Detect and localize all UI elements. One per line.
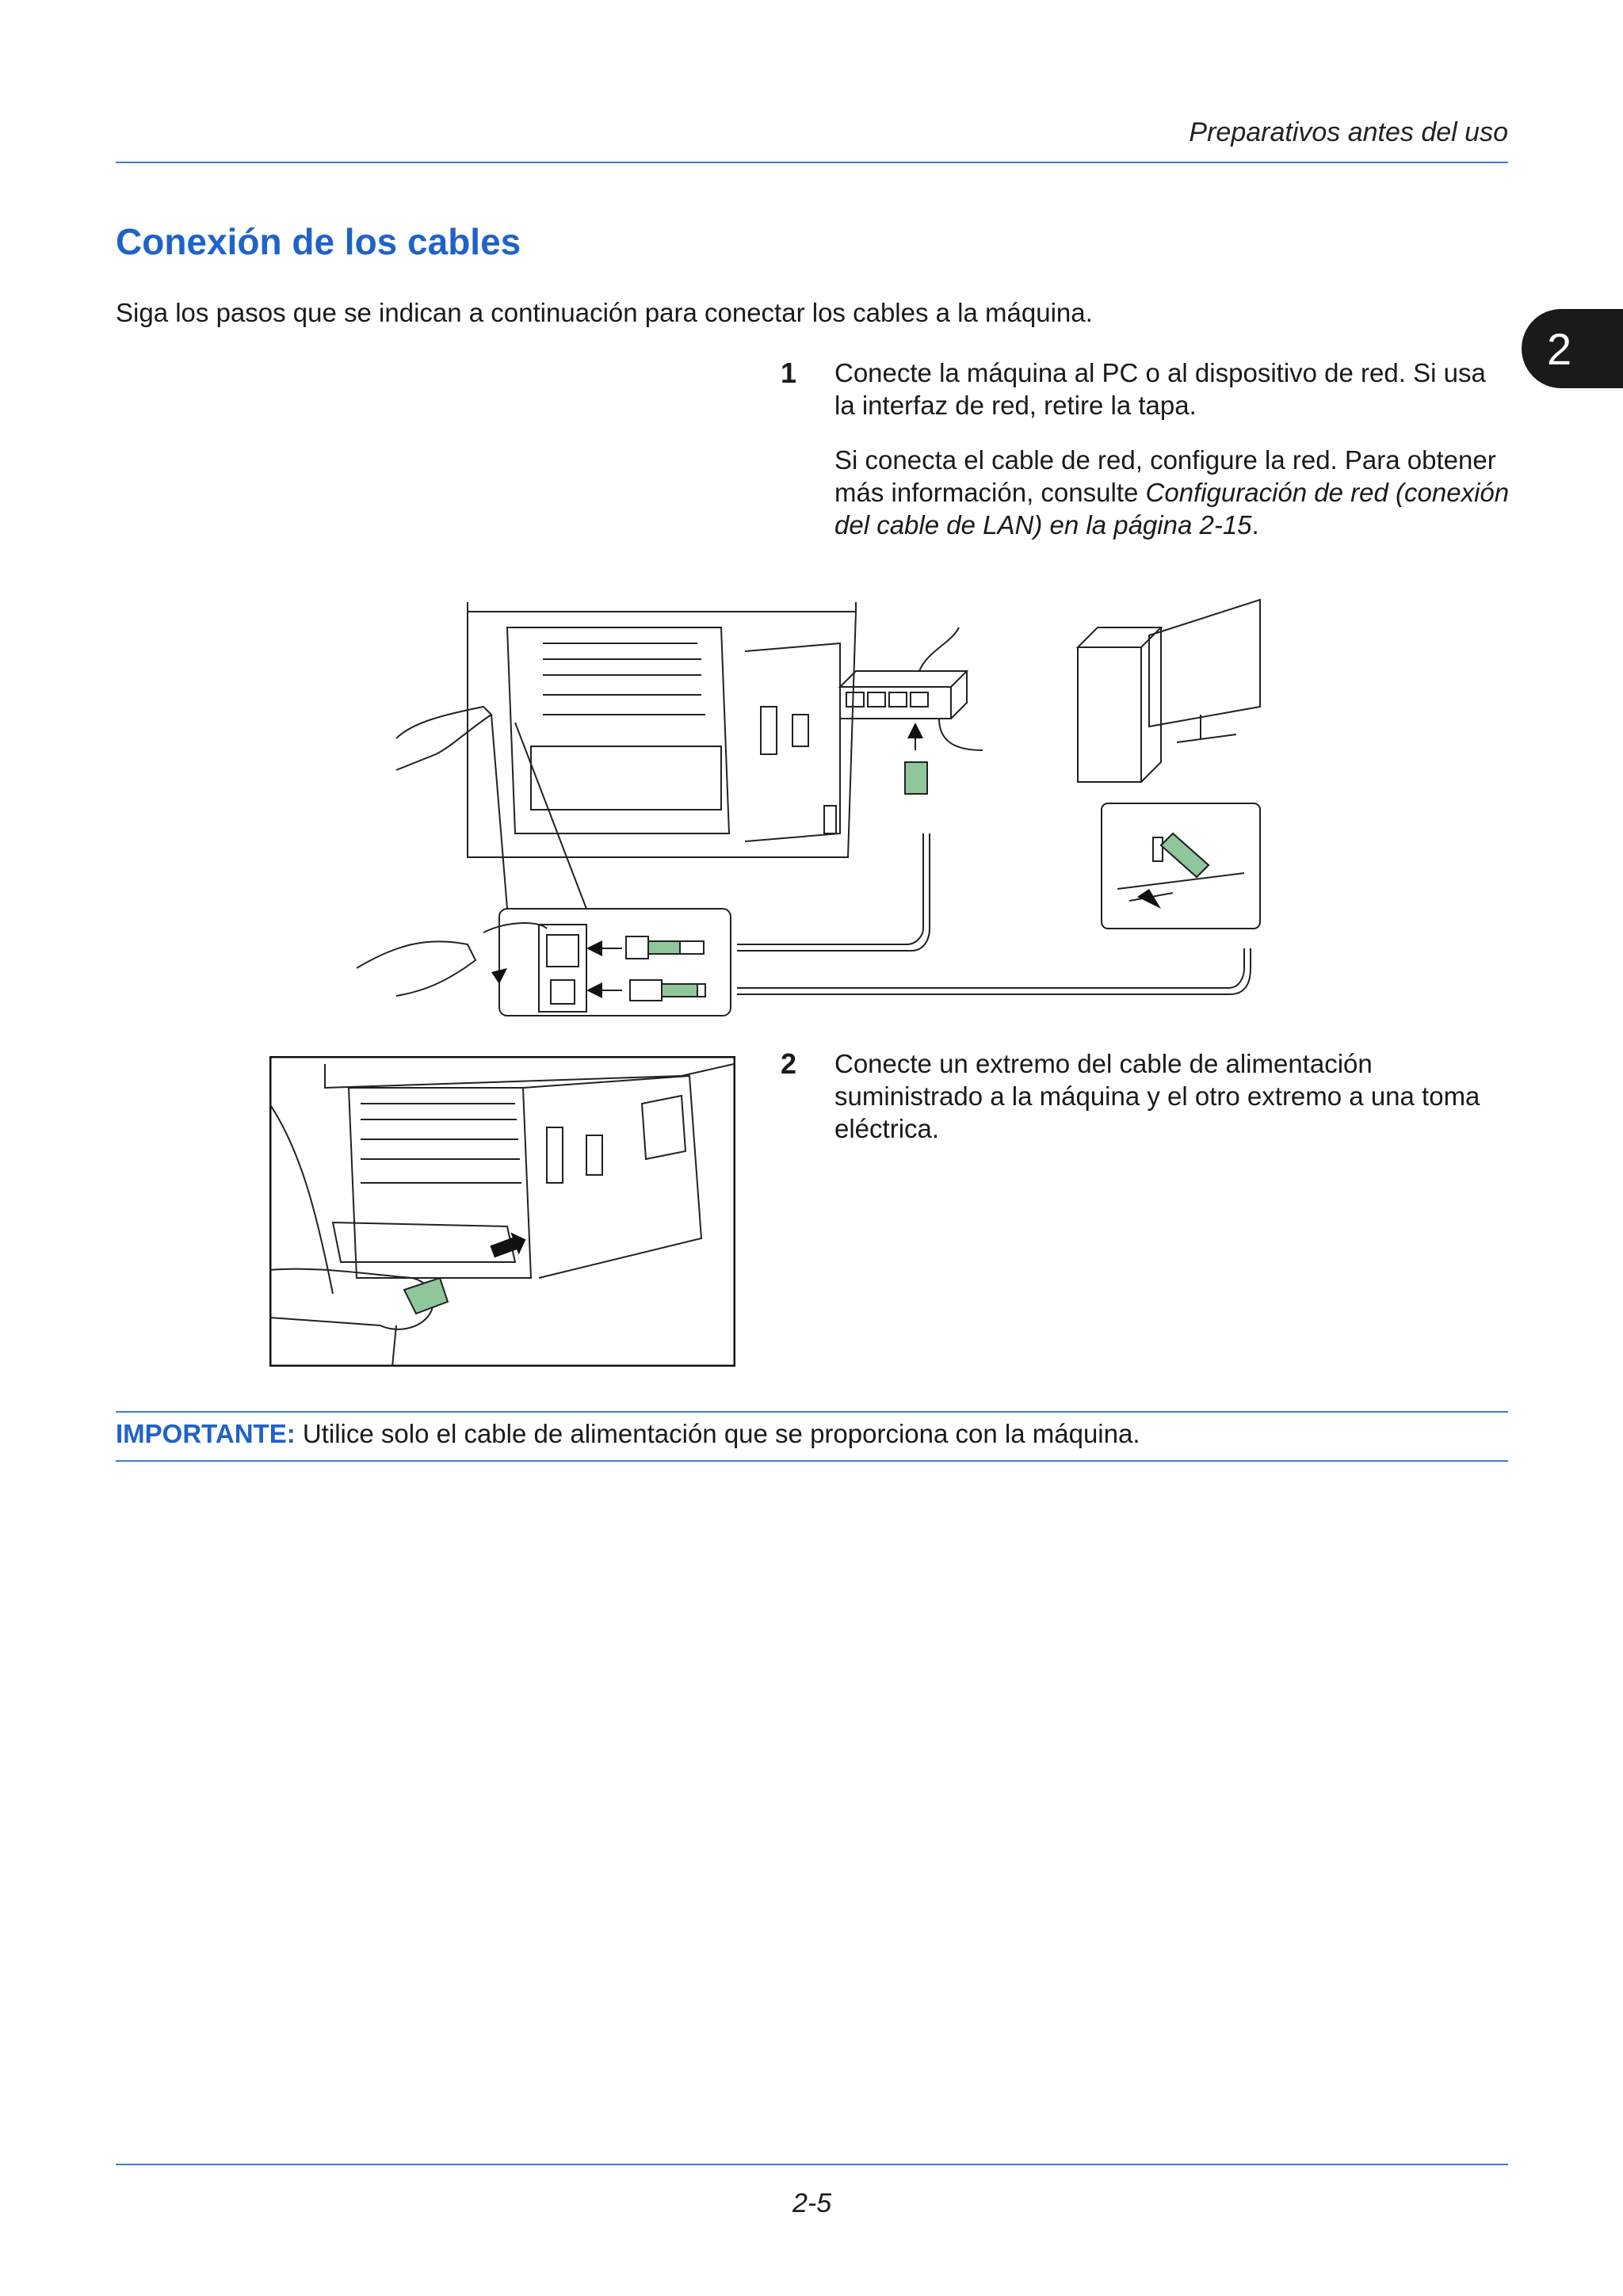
important-label: IMPORTANTE: (116, 1419, 296, 1448)
step-1-number: 1 (781, 357, 797, 389)
hand-icon (396, 707, 491, 770)
chapter-tab: 2 (1522, 309, 1623, 388)
step-2 (781, 1047, 1510, 1167)
intro-paragraph: Siga los pasos que se indican a continuación para conectar los cables a la máquina. (116, 298, 1093, 327)
arrow-icon (586, 940, 602, 956)
important-rule-bottom (116, 1460, 1508, 1462)
page-number: 2-5 (792, 2188, 832, 2218)
section-title: Conexión de los cables (116, 221, 521, 262)
footer-rule (116, 2164, 1508, 2165)
important-note (116, 1419, 1140, 1449)
cross-reference-link[interactable]: Configuración de red (conexión del cable de LAN) en la página 2-15 (834, 478, 1510, 540)
usb-closeup (1102, 803, 1260, 929)
usb-plug-pc (1161, 833, 1209, 877)
lan-plug-closeup (648, 941, 680, 954)
network-hub (840, 671, 967, 687)
running-header: Preparativos antes del uso (1189, 117, 1508, 147)
lan-connector (905, 762, 927, 794)
port-closeup (499, 909, 731, 1016)
important-rule-top (116, 1411, 1508, 1413)
step-1 (781, 357, 1510, 563)
power-cord-illustration (269, 1056, 735, 1367)
important-text: Utilice solo el cable de alimentación que se proporciona con la máquina. (302, 1419, 1140, 1448)
step-2-number: 2 (781, 1047, 797, 1080)
step-1-text: Conecte la máquina al PC o al dispositivo de red. Si usa la interfaz de red, retire la tapa. (834, 358, 1486, 420)
step-1-note (834, 444, 1510, 541)
monitor (1149, 600, 1260, 742)
printer-body (468, 602, 856, 612)
usb-plug-closeup (662, 984, 697, 997)
step-1-note-suffix: . (1251, 510, 1259, 540)
step-1-note-prefix: Si conecta el cable de red, configure la red. Para obtener más información, consulte (834, 445, 1496, 507)
step-2-text: Conecte un extremo del cable de alimentación suministrado a la máquina y el otro extremo a una toma eléctrica. (834, 1049, 1480, 1143)
cable-connection-illustration (349, 596, 1268, 1024)
header-rule (116, 162, 1508, 163)
